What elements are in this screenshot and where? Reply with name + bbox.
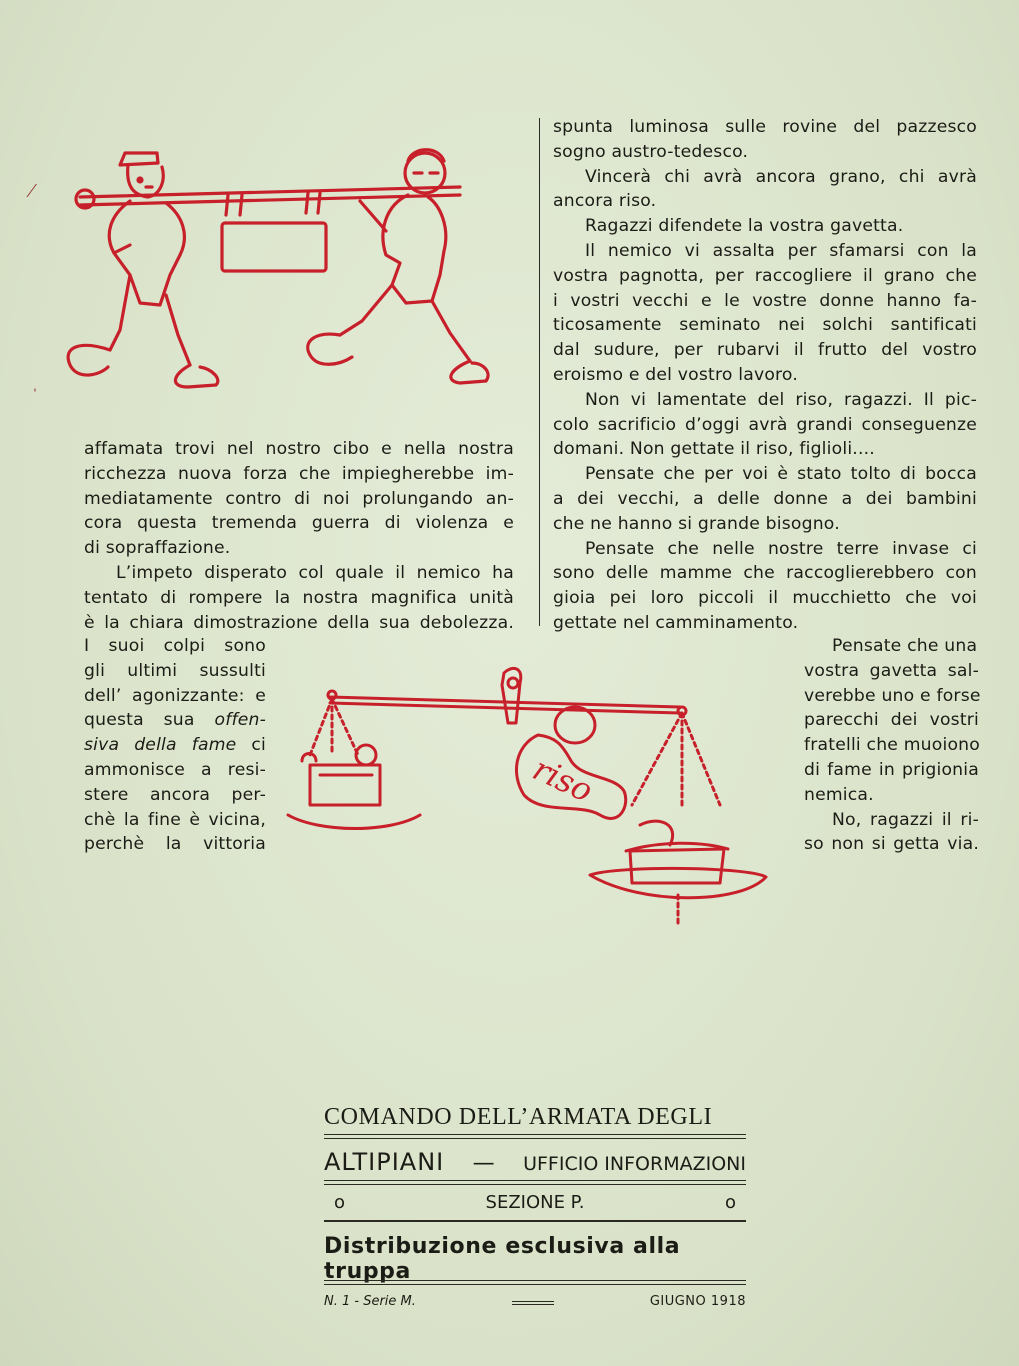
text-line: gli ultimi sussulti bbox=[84, 660, 266, 681]
text-line: Pensate che nelle nostre terre invase ci bbox=[585, 538, 977, 559]
rule bbox=[324, 1220, 746, 1222]
balance-scale-illustration bbox=[280, 655, 780, 935]
text-line: di fame in prigionia bbox=[804, 759, 979, 780]
text-line: è la chiara dimostrazione della sua debolezza. bbox=[84, 612, 514, 633]
text-line: sogno austro-tedesco. bbox=[553, 141, 749, 162]
office-name: UFFICIO INFORMAZIONI bbox=[523, 1153, 746, 1175]
text-line: ticosamente seminato nei solchi santificati bbox=[553, 315, 977, 336]
text-line: Ragazzi difendete la vostra gavetta. bbox=[585, 216, 904, 237]
text-line: cora questa tremenda guerra di violenza e bbox=[84, 513, 514, 534]
command-title: COMANDO DELL’ARMATA DEGLI bbox=[324, 1104, 713, 1130]
text-line: perchè la vittoria bbox=[84, 834, 266, 855]
issue-number: N. 1 - Serie M. bbox=[324, 1294, 416, 1309]
text-fragment: ci bbox=[251, 735, 267, 756]
text-line: i vostri vecchi e le vostre donne hanno fa- bbox=[553, 290, 977, 311]
text-line: chè la fine è vicina, bbox=[84, 809, 266, 830]
text-line: dell’ agonizzante: e bbox=[84, 685, 266, 706]
text-line: Vincerà chi avrà ancora grano, chi avrà bbox=[585, 166, 977, 187]
text-line: vostra pagnotta, per raccogliere il grano che bbox=[553, 265, 977, 286]
text-line: No, ragazzi il ri- bbox=[832, 809, 979, 830]
text-line: L’impeto disperato col quale il nemico ha bbox=[116, 562, 514, 583]
text-line bbox=[84, 708, 266, 733]
text-line: vostra gavetta sal- bbox=[804, 660, 979, 681]
bullet-right: o bbox=[724, 1192, 736, 1213]
text-line: gioia pei loro piccoli il mucchietto che voi bbox=[553, 588, 977, 609]
margin-mark: ˈ bbox=[32, 385, 38, 405]
text-line: Pensate che per voi è stato tolto di bocca bbox=[585, 464, 977, 485]
imprint-line5 bbox=[324, 1294, 746, 1309]
double-rule bbox=[324, 1180, 746, 1185]
text-line: eroismo e del vostro lavoro. bbox=[553, 364, 798, 385]
text-line: mediatamente contro di noi prolungando an- bbox=[84, 488, 514, 509]
text-line: fratelli che muoiono bbox=[804, 735, 980, 756]
text-line: dal sudure, per rubarvi il frutto del vostro bbox=[553, 340, 977, 361]
column-divider bbox=[539, 118, 540, 626]
text-line: stere ancora per- bbox=[84, 784, 266, 805]
text-line: Pensate che una bbox=[832, 636, 978, 656]
text-line: spunta luminosa sulle rovine del pazzesco bbox=[553, 117, 977, 137]
left-column-text bbox=[84, 437, 514, 635]
distribution-note: Distribuzione esclusiva alla truppa bbox=[324, 1234, 681, 1284]
text-line: affamata trovi nel nostro cibo e nella nostra bbox=[84, 439, 514, 459]
text-line: so non si getta via. bbox=[804, 834, 979, 855]
text-line: a dei vecchi, a delle donne a dei bambini bbox=[553, 488, 977, 509]
army-name: ALTIPIANI bbox=[324, 1148, 445, 1176]
left-column-wrapped-text bbox=[84, 634, 266, 857]
bullet-left: o bbox=[334, 1192, 346, 1213]
text-line: colo sacrificio d’oggi avrà grandi conseguenze bbox=[553, 414, 977, 435]
text-line: ricchezza nuova forza che impiegherebbe im- bbox=[84, 463, 514, 484]
issue-date: GIUGNO 1918 bbox=[649, 1294, 746, 1309]
text-fragment: questa sua bbox=[84, 710, 195, 731]
text-line: tentato di rompere la nostra magnifica unità bbox=[84, 587, 514, 608]
text-line: di sopraffazione. bbox=[84, 538, 231, 559]
text-line: verebbe uno e forse bbox=[804, 685, 981, 706]
soldiers-carrying-gavetta-illustration bbox=[40, 135, 510, 405]
text-line: gettate nel camminamento. bbox=[553, 612, 799, 633]
double-rule bbox=[324, 1134, 746, 1139]
text-line: parecchi dei vostri bbox=[804, 710, 979, 731]
imprint-line2 bbox=[324, 1148, 746, 1176]
double-rule bbox=[324, 1280, 746, 1285]
section-label: SEZIONE P. bbox=[485, 1192, 585, 1213]
text-line bbox=[84, 733, 266, 758]
imprint-line3 bbox=[324, 1192, 746, 1213]
dash: — bbox=[472, 1151, 495, 1176]
text-line: ancora riso. bbox=[553, 191, 657, 212]
italic-fragment: offen- bbox=[214, 710, 266, 731]
text-line: che ne hanno si grande bisogno. bbox=[553, 513, 840, 534]
text-line: domani. Non gettate il riso, figlioli.... bbox=[553, 439, 875, 460]
imprint-line1 bbox=[324, 1104, 746, 1131]
right-column-wrapped-text bbox=[804, 634, 979, 857]
imprint-line4 bbox=[324, 1234, 746, 1284]
margin-mark: ⁄ bbox=[30, 180, 34, 202]
text-line: Il nemico vi assalta per sfamarsi con la bbox=[585, 240, 977, 261]
text-line: sono delle mamme che raccoglierebbero con bbox=[553, 563, 977, 584]
text-line: Non vi lamentate del riso, ragazzi. Il pic- bbox=[585, 389, 977, 410]
right-column-text bbox=[553, 115, 977, 636]
small-double-rule bbox=[512, 1301, 554, 1305]
text-line: ammonisce a resi- bbox=[84, 759, 266, 780]
italic-fragment: siva della fame bbox=[84, 735, 237, 756]
text-line: nemica. bbox=[804, 784, 874, 805]
text-line: I suoi colpi sono bbox=[84, 636, 266, 656]
sack-label: riso bbox=[527, 749, 599, 810]
